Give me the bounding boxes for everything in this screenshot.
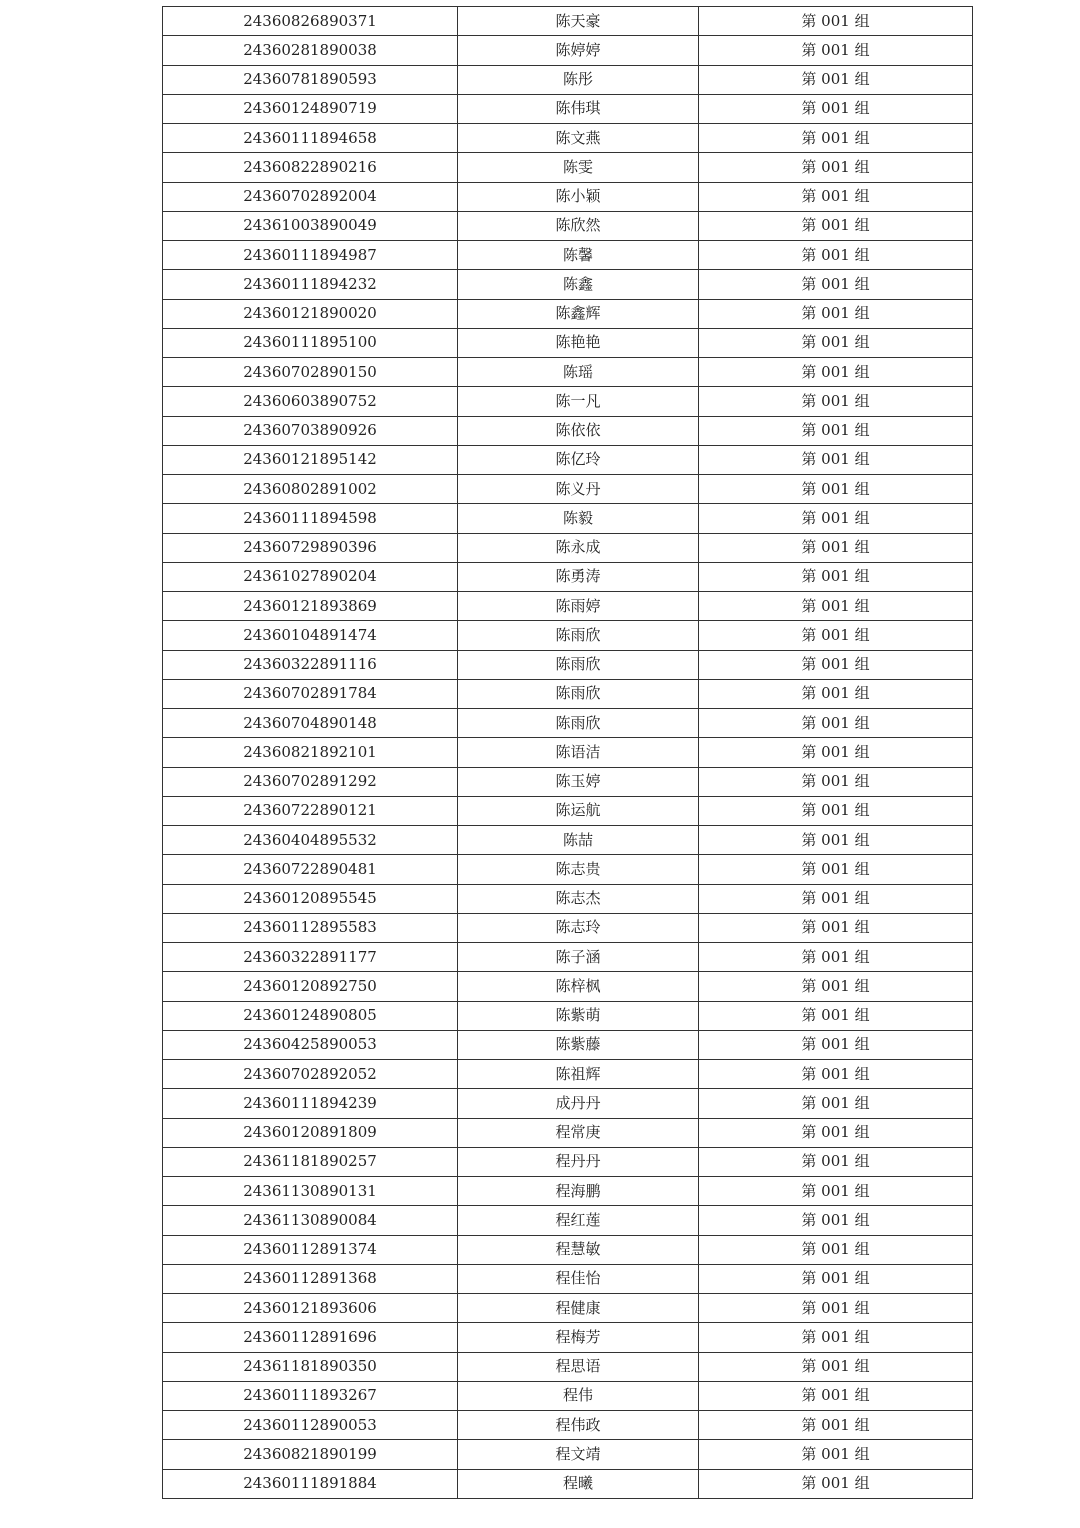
candidate-name-cell: 陈运航 [458, 796, 699, 825]
group-cell: 第 001 组 [699, 1469, 973, 1498]
group-cell: 第 001 组 [699, 7, 973, 36]
exam-id-cell: 24360802891002 [163, 475, 458, 504]
exam-id-cell: 24360120891809 [163, 1118, 458, 1147]
exam-id-cell: 24360121890020 [163, 299, 458, 328]
candidate-name-cell: 陈艳艳 [458, 328, 699, 357]
candidate-name-cell: 陈义丹 [458, 475, 699, 504]
candidate-name-cell: 程伟 [458, 1381, 699, 1410]
table-row [163, 153, 973, 182]
group-cell: 第 001 组 [699, 650, 973, 679]
table-row [163, 65, 973, 94]
table-row [163, 913, 973, 942]
group-cell: 第 001 组 [699, 679, 973, 708]
candidate-name-cell: 陈欣然 [458, 211, 699, 240]
table-row [163, 1352, 973, 1381]
table-row [163, 738, 973, 767]
group-cell: 第 001 组 [699, 1381, 973, 1410]
candidate-name-cell: 陈子涵 [458, 943, 699, 972]
exam-id-cell: 24360104891474 [163, 621, 458, 650]
table-row [163, 1030, 973, 1059]
exam-id-cell: 24360112890053 [163, 1411, 458, 1440]
table-row [163, 1089, 973, 1118]
group-cell: 第 001 组 [699, 124, 973, 153]
group-cell: 第 001 组 [699, 1177, 973, 1206]
candidate-name-cell: 陈雨欣 [458, 621, 699, 650]
group-cell: 第 001 组 [699, 855, 973, 884]
group-cell: 第 001 组 [699, 1206, 973, 1235]
exam-id-cell: 24360124890719 [163, 94, 458, 123]
candidate-name-cell: 陈紫萌 [458, 1001, 699, 1030]
candidate-name-cell: 程常庚 [458, 1118, 699, 1147]
table-row [163, 1440, 973, 1469]
exam-id-cell: 24360111894987 [163, 241, 458, 270]
candidate-name-cell: 陈亿玲 [458, 445, 699, 474]
table-row [163, 592, 973, 621]
table-row [163, 358, 973, 387]
candidate-name-cell: 陈志贵 [458, 855, 699, 884]
group-cell: 第 001 组 [699, 562, 973, 591]
group-cell: 第 001 组 [699, 475, 973, 504]
candidate-name-cell: 陈瑶 [458, 358, 699, 387]
table-row [163, 972, 973, 1001]
table-row [163, 36, 973, 65]
exam-id-cell: 24360112895583 [163, 913, 458, 942]
exam-id-cell: 24360111894598 [163, 504, 458, 533]
group-cell: 第 001 组 [699, 94, 973, 123]
group-cell: 第 001 组 [699, 592, 973, 621]
group-cell: 第 001 组 [699, 504, 973, 533]
table-row [163, 796, 973, 825]
table-row [163, 1001, 973, 1030]
exam-id-cell: 24360722890481 [163, 855, 458, 884]
candidate-name-cell: 陈志玲 [458, 913, 699, 942]
exam-id-cell: 24360111894239 [163, 1089, 458, 1118]
group-cell: 第 001 组 [699, 387, 973, 416]
exam-id-cell: 24360121893869 [163, 592, 458, 621]
table-row [163, 1147, 973, 1176]
group-cell: 第 001 组 [699, 1147, 973, 1176]
exam-id-cell: 24360121893606 [163, 1294, 458, 1323]
table-row [163, 94, 973, 123]
candidate-name-cell: 陈雯 [458, 153, 699, 182]
exam-id-cell: 24360112891374 [163, 1235, 458, 1264]
exam-id-cell: 24360702892052 [163, 1060, 458, 1089]
table-row [163, 621, 973, 650]
table-row [163, 270, 973, 299]
exam-id-cell: 24360124890805 [163, 1001, 458, 1030]
exam-id-cell: 24361003890049 [163, 211, 458, 240]
exam-id-cell: 24360111894232 [163, 270, 458, 299]
candidate-name-cell: 成丹丹 [458, 1089, 699, 1118]
candidate-name-cell: 程伟政 [458, 1411, 699, 1440]
group-cell: 第 001 组 [699, 270, 973, 299]
candidate-name-cell: 陈彤 [458, 65, 699, 94]
table-row [163, 1469, 973, 1498]
candidate-name-cell: 程健康 [458, 1294, 699, 1323]
candidate-name-cell: 陈雨欣 [458, 650, 699, 679]
exam-id-cell: 24360111893267 [163, 1381, 458, 1410]
table-row [163, 533, 973, 562]
exam-id-cell: 24360702891292 [163, 767, 458, 796]
table-row [163, 709, 973, 738]
exam-id-cell: 24360781890593 [163, 65, 458, 94]
exam-id-cell: 24360821892101 [163, 738, 458, 767]
exam-id-cell: 24360322891177 [163, 943, 458, 972]
candidate-name-cell: 陈馨 [458, 241, 699, 270]
table-row [163, 211, 973, 240]
group-cell: 第 001 组 [699, 358, 973, 387]
exam-id-cell: 24360425890053 [163, 1030, 458, 1059]
table-row [163, 855, 973, 884]
exam-id-cell: 24360822890216 [163, 153, 458, 182]
group-cell: 第 001 组 [699, 826, 973, 855]
group-cell: 第 001 组 [699, 738, 973, 767]
exam-id-cell: 24360722890121 [163, 796, 458, 825]
group-cell: 第 001 组 [699, 416, 973, 445]
candidate-name-cell: 陈雨欣 [458, 679, 699, 708]
candidate-name-cell: 程梅芳 [458, 1323, 699, 1352]
candidate-name-cell: 陈志杰 [458, 884, 699, 913]
exam-id-cell: 24360703890926 [163, 416, 458, 445]
group-cell: 第 001 组 [699, 328, 973, 357]
table-row [163, 650, 973, 679]
candidate-name-cell: 程佳怡 [458, 1264, 699, 1293]
table-row [163, 1177, 973, 1206]
candidate-name-cell: 陈毅 [458, 504, 699, 533]
candidate-name-cell: 程曦 [458, 1469, 699, 1498]
candidate-name-cell: 陈文燕 [458, 124, 699, 153]
group-cell: 第 001 组 [699, 1118, 973, 1147]
table-row [163, 767, 973, 796]
candidate-name-cell: 陈鑫 [458, 270, 699, 299]
table-row [163, 826, 973, 855]
table-row [163, 943, 973, 972]
table-row [163, 416, 973, 445]
exam-id-cell: 24360702890150 [163, 358, 458, 387]
exam-id-cell: 24360821890199 [163, 1440, 458, 1469]
group-cell: 第 001 组 [699, 943, 973, 972]
group-cell: 第 001 组 [699, 299, 973, 328]
exam-id-cell: 24360120892750 [163, 972, 458, 1001]
group-cell: 第 001 组 [699, 65, 973, 94]
group-cell: 第 001 组 [699, 1411, 973, 1440]
group-cell: 第 001 组 [699, 445, 973, 474]
group-cell: 第 001 组 [699, 1440, 973, 1469]
candidate-name-cell: 程慧敏 [458, 1235, 699, 1264]
candidate-name-cell: 陈喆 [458, 826, 699, 855]
exam-id-cell: 24360120895545 [163, 884, 458, 913]
group-cell: 第 001 组 [699, 972, 973, 1001]
exam-id-cell: 24361130890084 [163, 1206, 458, 1235]
candidate-name-cell: 陈一凡 [458, 387, 699, 416]
exam-id-cell: 24360112891696 [163, 1323, 458, 1352]
exam-id-cell: 24360111895100 [163, 328, 458, 357]
exam-id-cell: 24360111891884 [163, 1469, 458, 1498]
group-cell: 第 001 组 [699, 1089, 973, 1118]
table-row [163, 1235, 973, 1264]
exam-id-cell: 24361181890257 [163, 1147, 458, 1176]
table-row [163, 1118, 973, 1147]
group-cell: 第 001 组 [699, 709, 973, 738]
candidate-name-cell: 程丹丹 [458, 1147, 699, 1176]
table-row [163, 328, 973, 357]
candidate-name-cell: 陈婷婷 [458, 36, 699, 65]
group-cell: 第 001 组 [699, 533, 973, 562]
exam-id-cell: 24361130890131 [163, 1177, 458, 1206]
exam-id-cell: 24360112891368 [163, 1264, 458, 1293]
table-row [163, 1206, 973, 1235]
group-cell: 第 001 组 [699, 241, 973, 270]
table-row [163, 1294, 973, 1323]
candidate-name-cell: 陈鑫辉 [458, 299, 699, 328]
table-row [163, 475, 973, 504]
group-cell: 第 001 组 [699, 1264, 973, 1293]
table-row [163, 182, 973, 211]
roster-table-body [163, 7, 973, 1499]
candidate-name-cell: 陈语洁 [458, 738, 699, 767]
exam-id-cell: 24361027890204 [163, 562, 458, 591]
table-row [163, 7, 973, 36]
exam-id-cell: 24360121895142 [163, 445, 458, 474]
exam-id-cell: 24360111894658 [163, 124, 458, 153]
exam-id-cell: 24360702891784 [163, 679, 458, 708]
group-cell: 第 001 组 [699, 1235, 973, 1264]
exam-id-cell: 24360281890038 [163, 36, 458, 65]
candidate-name-cell: 陈梓枫 [458, 972, 699, 1001]
table-row [163, 1060, 973, 1089]
candidate-name-cell: 陈雨欣 [458, 709, 699, 738]
exam-id-cell: 24360404895532 [163, 826, 458, 855]
table-row [163, 124, 973, 153]
table-row [163, 1411, 973, 1440]
group-cell: 第 001 组 [699, 1294, 973, 1323]
group-cell: 第 001 组 [699, 1323, 973, 1352]
table-row [163, 504, 973, 533]
candidate-name-cell: 陈伟琪 [458, 94, 699, 123]
group-cell: 第 001 组 [699, 913, 973, 942]
group-cell: 第 001 组 [699, 36, 973, 65]
group-cell: 第 001 组 [699, 1030, 973, 1059]
candidate-name-cell: 陈紫藤 [458, 1030, 699, 1059]
group-cell: 第 001 组 [699, 767, 973, 796]
group-cell: 第 001 组 [699, 1001, 973, 1030]
table-row [163, 562, 973, 591]
table-row [163, 1323, 973, 1352]
exam-id-cell: 24360603890752 [163, 387, 458, 416]
table-row [163, 884, 973, 913]
exam-id-cell: 24360729890396 [163, 533, 458, 562]
candidate-name-cell: 程文靖 [458, 1440, 699, 1469]
group-cell: 第 001 组 [699, 796, 973, 825]
group-cell: 第 001 组 [699, 1352, 973, 1381]
exam-id-cell: 24360702892004 [163, 182, 458, 211]
candidate-name-cell: 程海鹏 [458, 1177, 699, 1206]
group-cell: 第 001 组 [699, 153, 973, 182]
table-row [163, 387, 973, 416]
group-cell: 第 001 组 [699, 884, 973, 913]
group-cell: 第 001 组 [699, 621, 973, 650]
candidate-name-cell: 陈永成 [458, 533, 699, 562]
exam-id-cell: 24360704890148 [163, 709, 458, 738]
exam-id-cell: 24361181890350 [163, 1352, 458, 1381]
table-row [163, 445, 973, 474]
candidate-name-cell: 程思语 [458, 1352, 699, 1381]
table-row [163, 679, 973, 708]
candidate-name-cell: 陈依依 [458, 416, 699, 445]
candidate-name-cell: 陈玉婷 [458, 767, 699, 796]
candidate-name-cell: 陈天豪 [458, 7, 699, 36]
exam-id-cell: 24360322891116 [163, 650, 458, 679]
group-cell: 第 001 组 [699, 211, 973, 240]
table-row [163, 1381, 973, 1410]
group-cell: 第 001 组 [699, 1060, 973, 1089]
table-row [163, 1264, 973, 1293]
candidate-name-cell: 程红莲 [458, 1206, 699, 1235]
candidate-name-cell: 陈勇涛 [458, 562, 699, 591]
candidate-name-cell: 陈雨婷 [458, 592, 699, 621]
roster-table [162, 6, 973, 1499]
exam-id-cell: 24360826890371 [163, 7, 458, 36]
table-row [163, 241, 973, 270]
group-cell: 第 001 组 [699, 182, 973, 211]
table-row [163, 299, 973, 328]
candidate-name-cell: 陈祖辉 [458, 1060, 699, 1089]
candidate-name-cell: 陈小颖 [458, 182, 699, 211]
